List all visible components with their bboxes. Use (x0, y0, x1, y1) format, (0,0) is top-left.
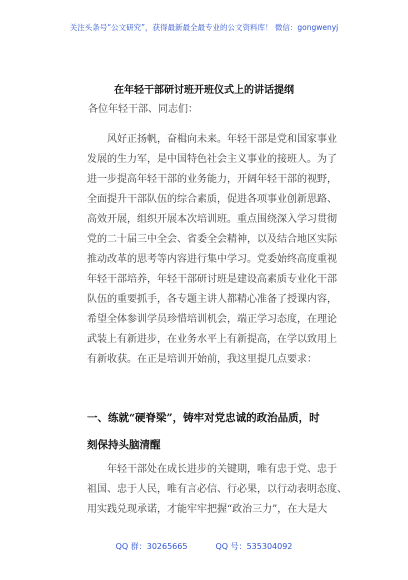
heading-line: 刻保持头脑清醒 (87, 439, 161, 451)
text-line: 用实践兑现承诺，才能牢牢把握“政治三力”，在大是大 (87, 504, 328, 515)
text-line: 武装上有新进步，在业务水平上有新提高，在学以致用上 (87, 334, 337, 345)
text-line: 风好正扬帆，奋楫向未来。年轻干部是党和国家事业 (107, 134, 337, 145)
text-line: 进一步提高年轻干部的业务能力，开阔年轻干部的视野， (87, 174, 337, 185)
header-promo-note: 关注头条号“公文研究”，获得最新最全最专业的公文资料库！ 微信：gongwenyj (69, 23, 339, 32)
text-line: 党的二十届三中全会、省委全会精神，以及结合地区实际 (87, 234, 337, 245)
salutation: 各位年轻干部、同志们： (88, 104, 198, 115)
section-heading-1 (87, 405, 357, 459)
paragraph-2 (87, 460, 349, 520)
text-line: 高效开展，组织开展本次培训班。重点围绕深入学习贯彻 (87, 214, 337, 225)
text-line: 队伍的重要抓手，各专题主讲人都精心准备了授课内容， (87, 294, 337, 305)
heading-line: 一、练就“硬脊梁”，铸牢对党忠诚的政治品质，时 (87, 412, 320, 424)
text-line: 全面提升干部队伍的综合素质，促进各项事业创新思路、 (87, 194, 337, 205)
document-title: 在年轻干部研讨班开班仪式上的讲话提纲 (114, 85, 294, 96)
text-line: 年轻干部培养，年轻干部研讨班是建设高素质专业化干部 (87, 274, 337, 285)
text-line: 发展的生力军，是中国特色社会主义事业的接班人。为了 (87, 154, 337, 165)
qq-account-number: QQ 号：535304092 (215, 542, 293, 551)
text-line: 推动改革的思考等内容进行集中学习。党委始终高度重视 (87, 254, 337, 265)
paragraph-1 (87, 130, 349, 370)
text-line: 希望全体参训学员珍惜培训机会，端正学习态度，在理论 (87, 314, 337, 325)
qq-group-number: QQ 群：30265665 (115, 542, 188, 551)
footer-contact (0, 541, 408, 552)
text-line: 祖国、忠于人民，唯有言必信、行必果，以行动表明态度、 (87, 484, 347, 495)
text-line: 年轻干部处在成长进步的关键期，唯有忠于党、忠于 (107, 464, 337, 475)
text-line: 有新收获。在正是培训开始前，我这里提几点要求： (87, 354, 317, 365)
